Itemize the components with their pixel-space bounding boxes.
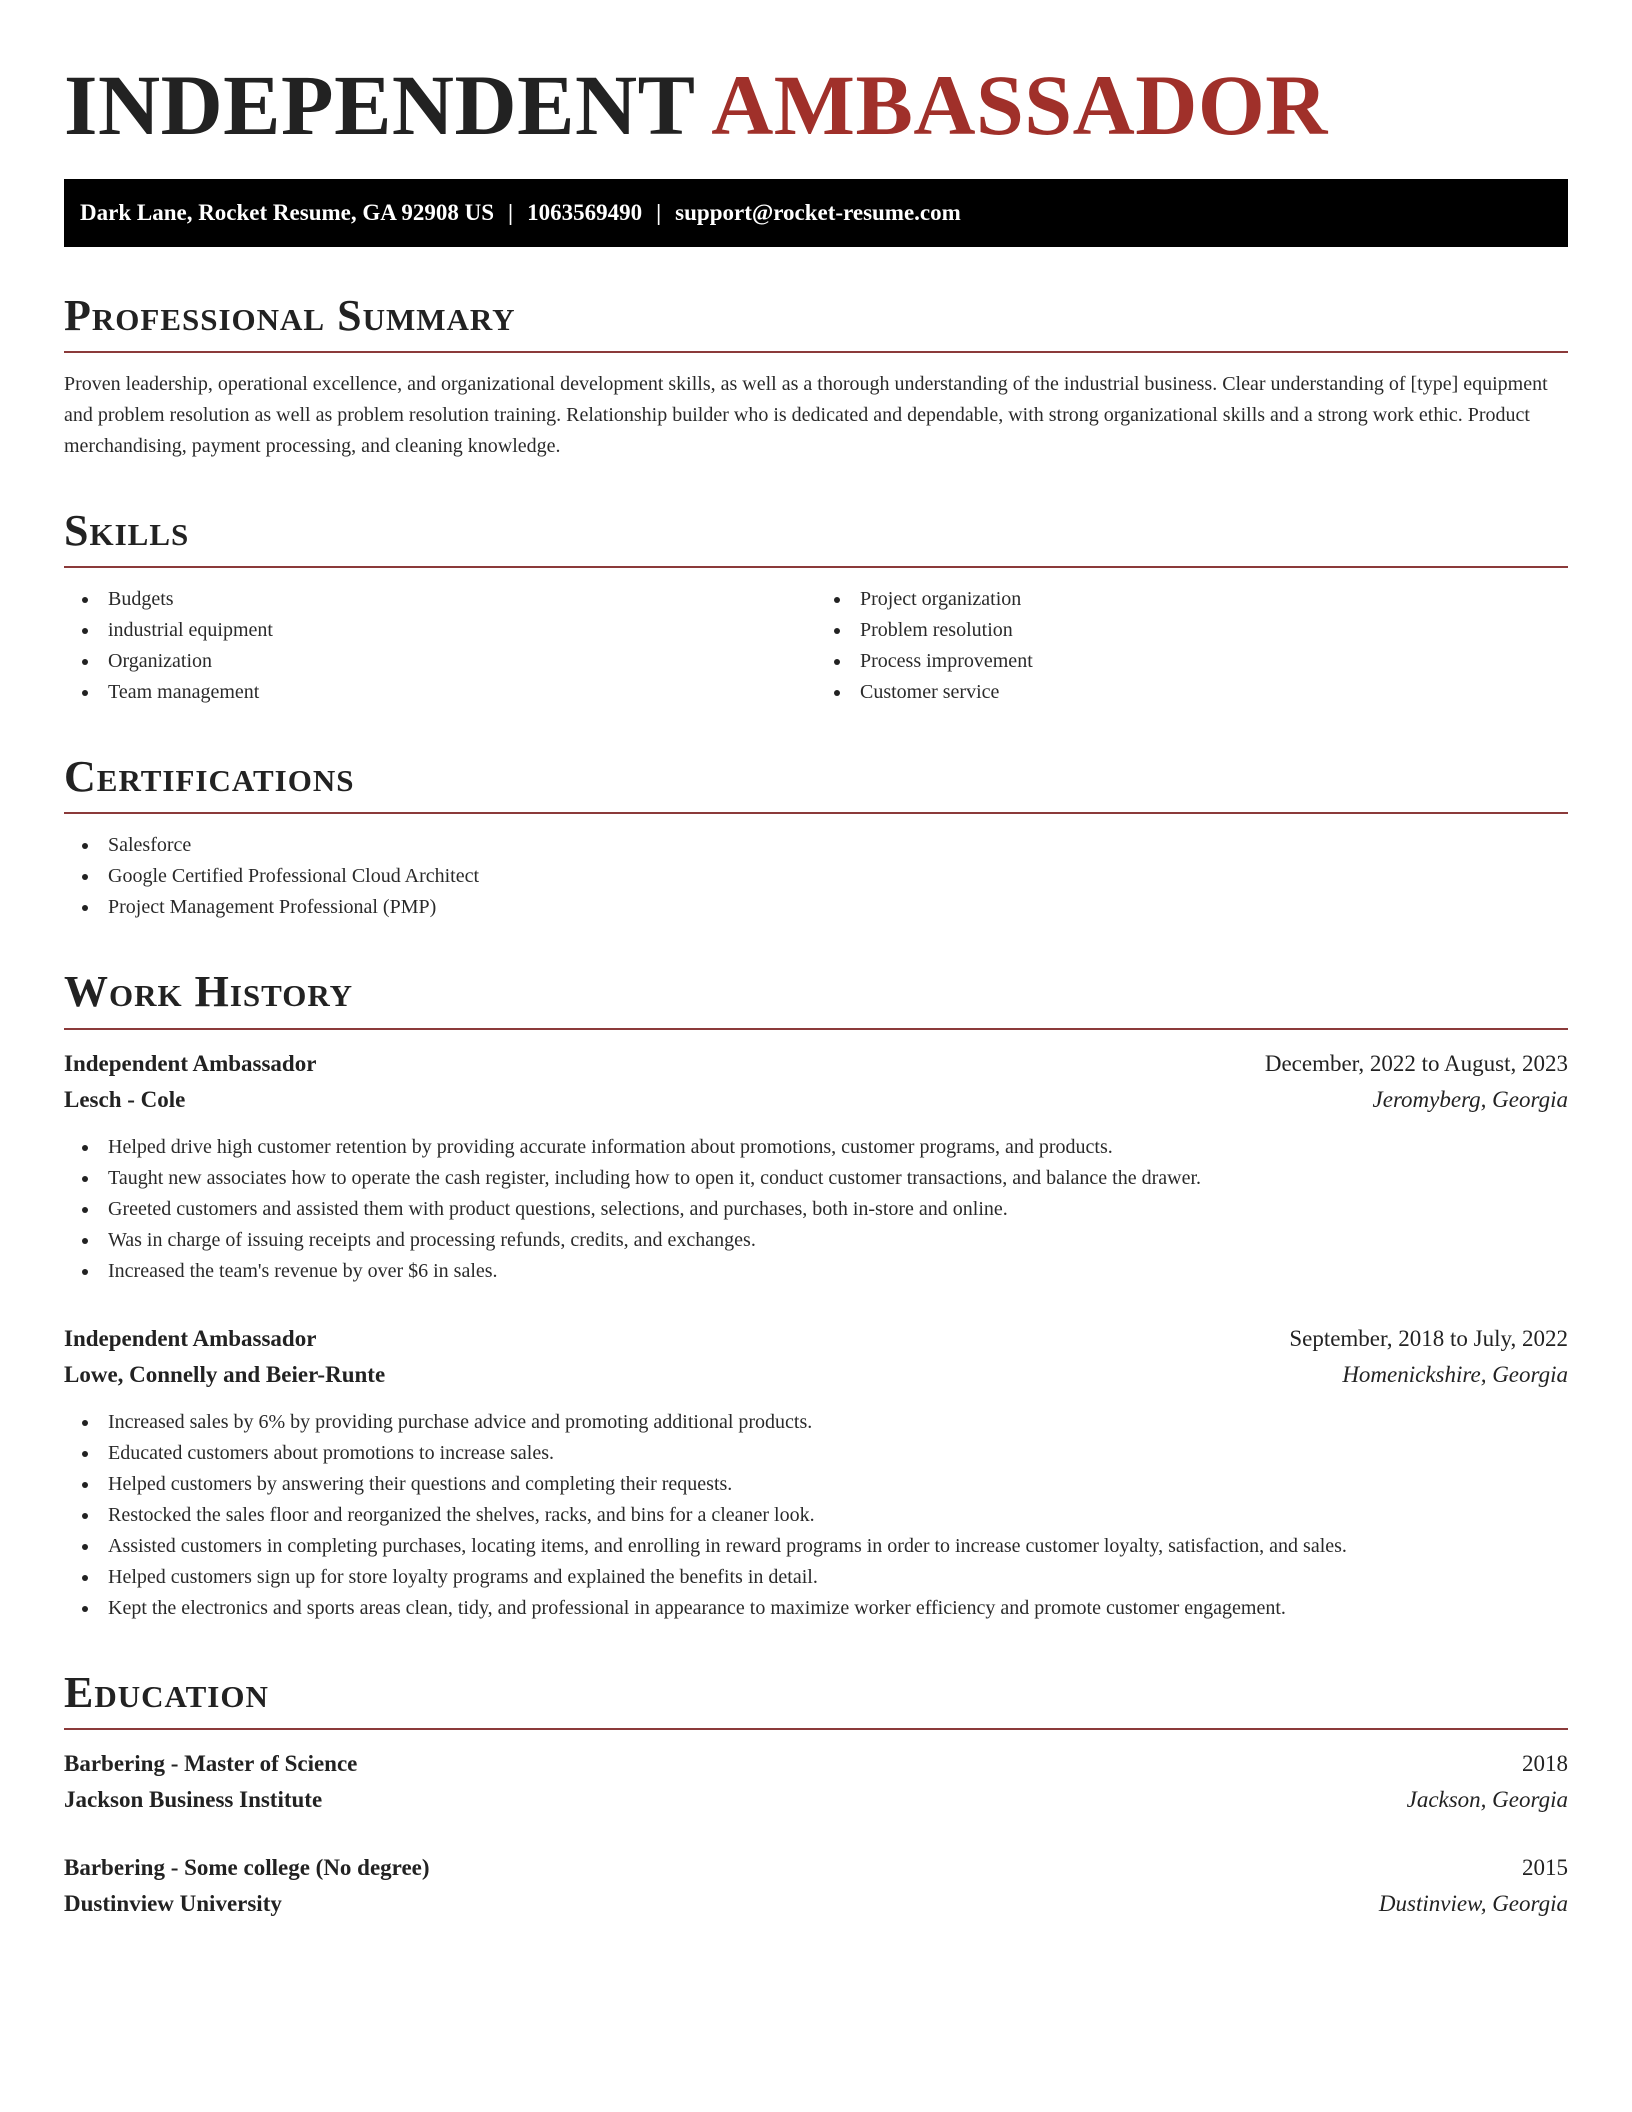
education-header-row <box>64 1850 1568 1886</box>
job-company: Lowe, Connelly and Beier-Runte <box>64 1361 386 1387</box>
job-entry <box>64 1321 1568 1624</box>
job-company-row <box>64 1357 1568 1393</box>
job-duty-item: Kept the electronics and sports areas clean, tidy, and professional in appearance to maximize worker efficiency and promote customer engagement. <box>108 1593 1568 1624</box>
job-location: Homenickshire, Georgia <box>1342 1361 1568 1387</box>
certifications-list <box>64 830 1568 923</box>
education-degree: Barbering - Master of Science <box>64 1750 358 1776</box>
skill-item: Process improvement <box>860 646 1568 677</box>
section-title-skills: Skills <box>64 506 190 556</box>
job-entry <box>64 1046 1568 1287</box>
education-degree: Barbering - Some college (No degree) <box>64 1854 430 1880</box>
certification-item: Salesforce <box>108 830 1568 861</box>
job-duties-list <box>64 1407 1568 1624</box>
job-dates: December, 2022 to August, 2023 <box>1264 1050 1568 1076</box>
section-divider <box>64 812 1568 814</box>
job-duty-item: Increased the team's revenue by over $6 in sales. <box>108 1256 1568 1287</box>
education-year: 2015 <box>1522 1854 1568 1880</box>
education-header-row <box>64 1746 1568 1782</box>
contact-email: support@rocket-resume.com <box>675 199 961 225</box>
education-location: Dustinview, Georgia <box>1378 1890 1568 1916</box>
skill-item: Budgets <box>108 584 816 615</box>
education-school-row <box>64 1782 1568 1818</box>
section-divider <box>64 1028 1568 1030</box>
section-divider <box>64 1728 1568 1730</box>
education-school: Jackson Business Institute <box>64 1786 323 1812</box>
job-duty-item: Helped drive high customer retention by providing accurate information about promotions, customer programs, and products. <box>108 1132 1568 1163</box>
contact-separator: | <box>508 199 514 225</box>
education-school: Dustinview University <box>64 1890 282 1916</box>
education-section <box>64 1667 1568 1922</box>
job-duty-item: Taught new associates how to operate the cash register, including how to open it, conduct customer transactions, and balance the drawer. <box>108 1163 1568 1194</box>
job-duty-item: Restocked the sales floor and reorganized the shelves, racks, and bins for a cleaner look. <box>108 1500 1568 1531</box>
job-location: Jeromyberg, Georgia <box>1372 1086 1568 1112</box>
skill-item: Organization <box>108 646 816 677</box>
last-name: AMBASSADOR <box>711 57 1328 153</box>
section-title-work-history: Work History <box>64 967 354 1017</box>
skills-list-left <box>64 584 816 708</box>
job-dates: September, 2018 to July, 2022 <box>1289 1325 1568 1351</box>
education-school-row <box>64 1886 1568 1922</box>
job-company: Lesch - Cole <box>64 1086 186 1112</box>
job-position: Independent Ambassador <box>64 1050 317 1076</box>
job-duty-item: Helped customers sign up for store loyalty programs and explained the benefits in detail. <box>108 1562 1568 1593</box>
skills-section <box>64 508 1568 708</box>
skills-columns <box>64 568 1568 708</box>
summary-text: Proven leadership, operational excellence, and organizational development skills, as well as a thorough understanding of the industrial business. Clear understanding of [type] equipment and problem resolution as well as problem resolution training. Relationship builder who is dedicated and dependable, with strong organizational skills and a strong work ethic. Product merchandising, payment processing, and cleaning knowledge. <box>64 373 1548 458</box>
contact-phone: 1063569490 <box>527 199 643 225</box>
job-duty-item: Helped customers by answering their questions and completing their requests. <box>108 1469 1568 1500</box>
job-company-row <box>64 1082 1568 1118</box>
section-title-education: Education <box>64 1667 269 1717</box>
job-position: Independent Ambassador <box>64 1325 317 1351</box>
education-location: Jackson, Georgia <box>1406 1786 1568 1812</box>
skill-item: industrial equipment <box>108 615 816 646</box>
job-duty-item: Educated customers about promotions to increase sales. <box>108 1438 1568 1469</box>
education-year: 2018 <box>1522 1750 1568 1776</box>
work-history-section <box>64 969 1568 1623</box>
certifications-section <box>64 754 1568 923</box>
skill-item: Team management <box>108 677 816 708</box>
skills-list-right <box>816 584 1568 708</box>
contact-bar <box>64 179 1568 247</box>
section-title-certifications: Certifications <box>64 752 355 802</box>
first-name: INDEPENDENT <box>64 57 694 153</box>
certification-item: Project Management Professional (PMP) <box>108 892 1568 923</box>
job-duty-item: Assisted customers in completing purchases, locating items, and enrolling in reward programs in order to increase customer loyalty, satisfaction, and sales. <box>108 1531 1568 1562</box>
section-title-summary: Professional Summary <box>64 290 516 340</box>
certification-item: Google Certified Professional Cloud Architect <box>108 861 1568 892</box>
education-entry <box>64 1850 1568 1922</box>
skill-item: Problem resolution <box>860 615 1568 646</box>
contact-separator: | <box>656 199 662 225</box>
section-divider <box>64 351 1568 353</box>
job-header-row <box>64 1046 1568 1082</box>
candidate-name <box>64 56 1568 155</box>
education-entry <box>64 1746 1568 1818</box>
contact-address: Dark Lane, Rocket Resume, GA 92908 US <box>80 199 494 225</box>
job-duties-list <box>64 1132 1568 1287</box>
summary-section <box>64 290 1568 462</box>
job-duty-item: Increased sales by 6% by providing purchase advice and promoting additional products. <box>108 1407 1568 1438</box>
job-duty-item: Was in charge of issuing receipts and processing refunds, credits, and exchanges. <box>108 1225 1568 1256</box>
skill-item: Customer service <box>860 677 1568 708</box>
job-header-row <box>64 1321 1568 1357</box>
skill-item: Project organization <box>860 584 1568 615</box>
job-duty-item: Greeted customers and assisted them with product questions, selections, and purchases, both in-store and online. <box>108 1194 1568 1225</box>
